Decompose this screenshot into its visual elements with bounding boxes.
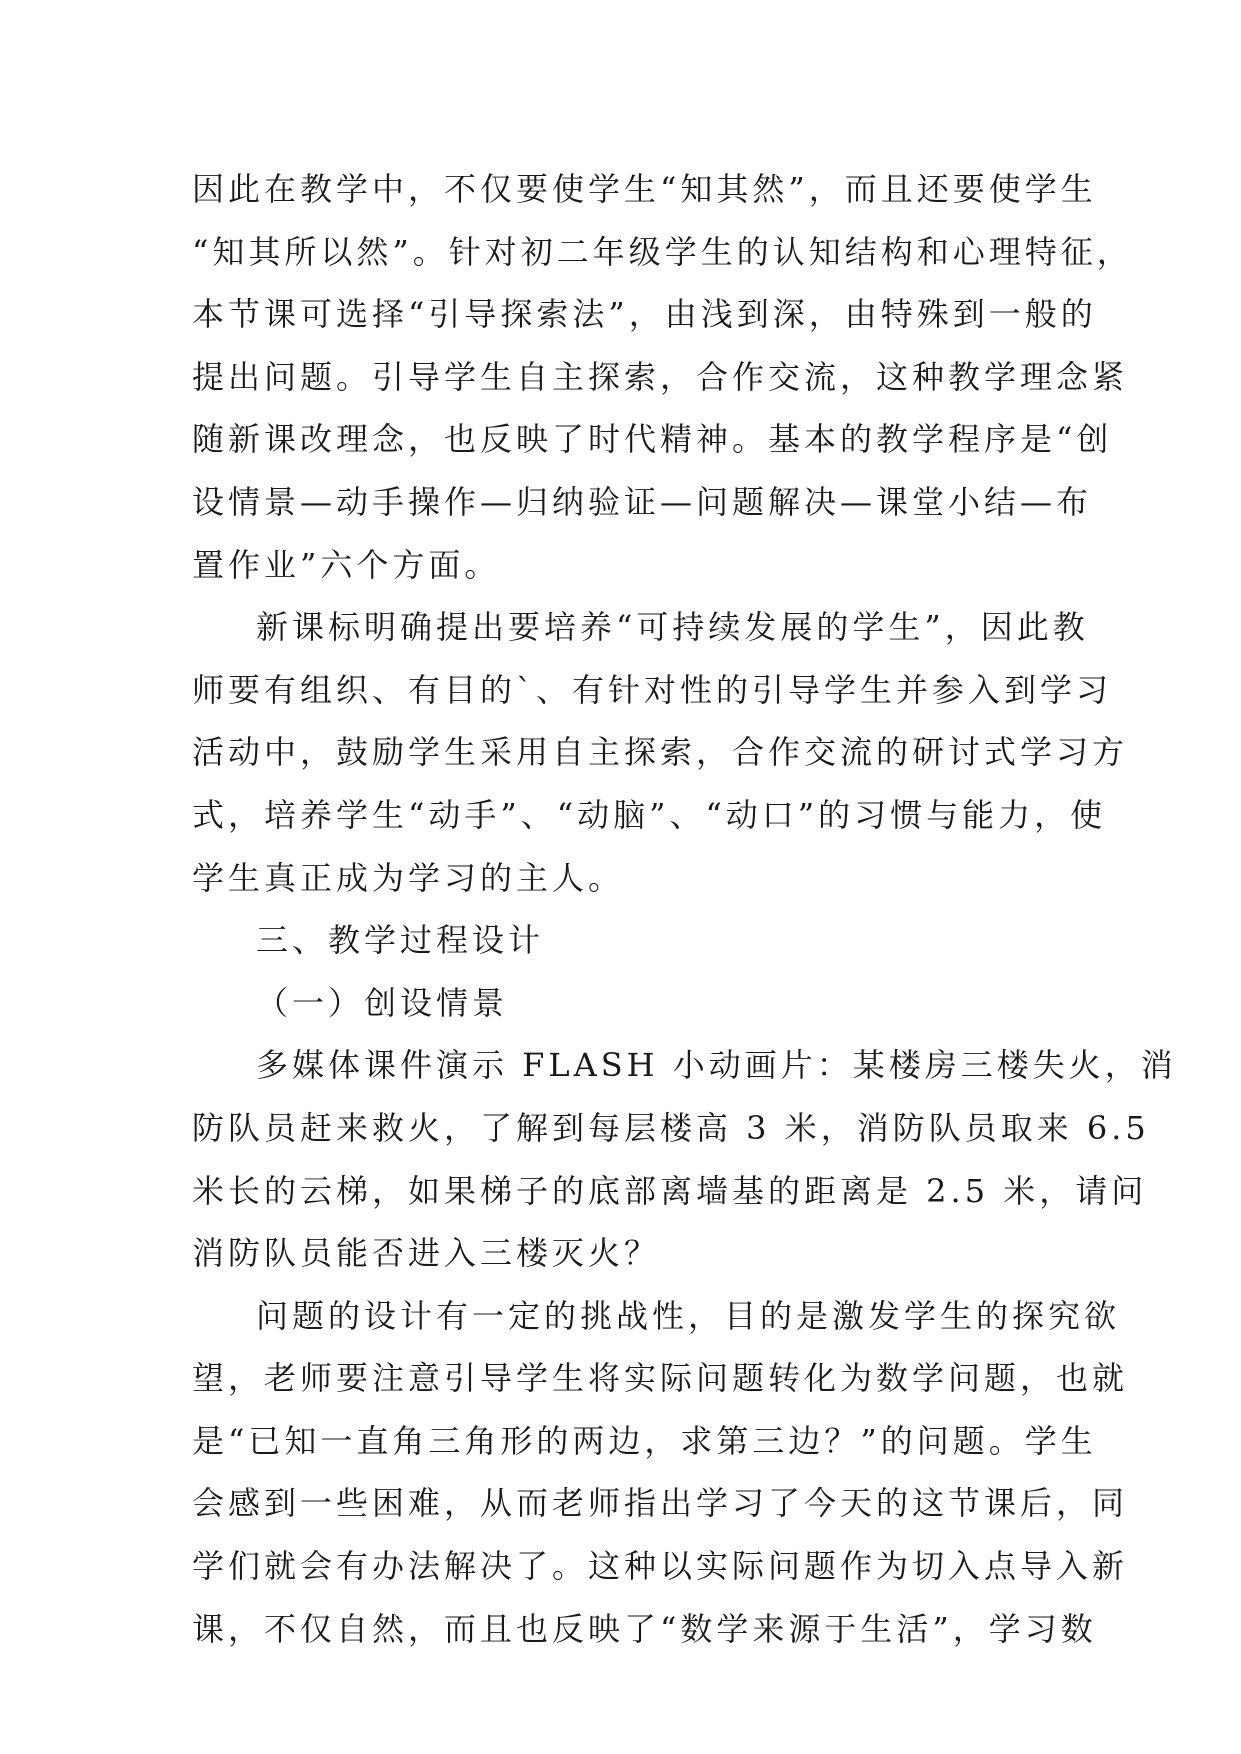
subsection-heading-text: （一）创设情景 <box>256 983 509 1022</box>
section-heading-text: 三、教学过程设计 <box>256 921 545 960</box>
text-line: 活动中，鼓励学生采用自主探索，合作交流的研讨式学习方 <box>192 733 1129 772</box>
text-line: 提出问题。引导学生自主探索，合作交流，这种教学理念紧 <box>192 357 1129 396</box>
text-line: 问题的设计有一定的挑战性，目的是激发学生的探究欲 <box>256 1296 1121 1335</box>
text-line: 本节课可选择“引导探索法”，由浅到深，由特殊到一般的 <box>192 295 1097 334</box>
paragraph-scenario <box>192 1034 1177 1284</box>
text-line: 望，老师要注意引导学生将实际问题转化为数学问题，也就 <box>192 1359 1129 1398</box>
subsection-heading <box>192 972 1054 1035</box>
text-line: 学生真正成为学习的主人。 <box>192 858 625 897</box>
text-line: 是“已知一直角三角形的两边，求第三边？”的问题。学生 <box>192 1421 1097 1460</box>
text-line: 多媒体课件演示 FLASH 小动画片：某楼房三楼失火，消 <box>256 1046 1177 1085</box>
text-line: 米长的云梯，如果梯子的底部离墙基的距离是 2.5 米，请问 <box>192 1171 1148 1210</box>
text-line: 师要有组织、有目的`、有针对性的引导学生并参入到学习 <box>192 670 1113 709</box>
section-heading <box>192 909 1054 972</box>
text-line: 消防队员能否进入三楼灭火？ <box>192 1234 661 1273</box>
text-line: 课，不仅自然，而且也反映了“数学来源于生活”，学习数 <box>192 1609 1097 1648</box>
text-line: 置作业”六个方面。 <box>192 545 501 584</box>
document-page <box>192 158 1177 1660</box>
text-line: 防队员赶来救火，了解到每层楼高 3 米，消防队员取来 6.5 <box>192 1108 1150 1147</box>
paragraph-problem-design <box>192 1285 1129 1661</box>
text-line: 设情景—动手操作—归纳验证—问题解决—课堂小结—布 <box>192 482 1093 521</box>
text-line: 会感到一些困难，从而老师指出学习了今天的这节课后，同 <box>192 1484 1129 1523</box>
text-line: 新课标明确提出要培养“可持续发展的学生”，因此教 <box>256 608 1089 647</box>
text-line: 学们就会有办法解决了。这种以实际问题作为切入点导入新 <box>192 1547 1129 1586</box>
text-line: “知其所以然”。针对初二年级学生的认知结构和心理特征， <box>192 232 1133 271</box>
text-line: 随新课改理念，也反映了时代精神。基本的教学程序是“创 <box>192 420 1113 459</box>
paragraph-curriculum-standard <box>192 596 1129 909</box>
paragraph-teaching-method <box>192 158 1133 596</box>
text-line: 式，培养学生“动手”、“动脑”、“动口”的习惯与能力，使 <box>192 795 1107 834</box>
text-line: 因此在教学中，不仅要使学生“知其然”，而且还要使学生 <box>192 170 1097 208</box>
